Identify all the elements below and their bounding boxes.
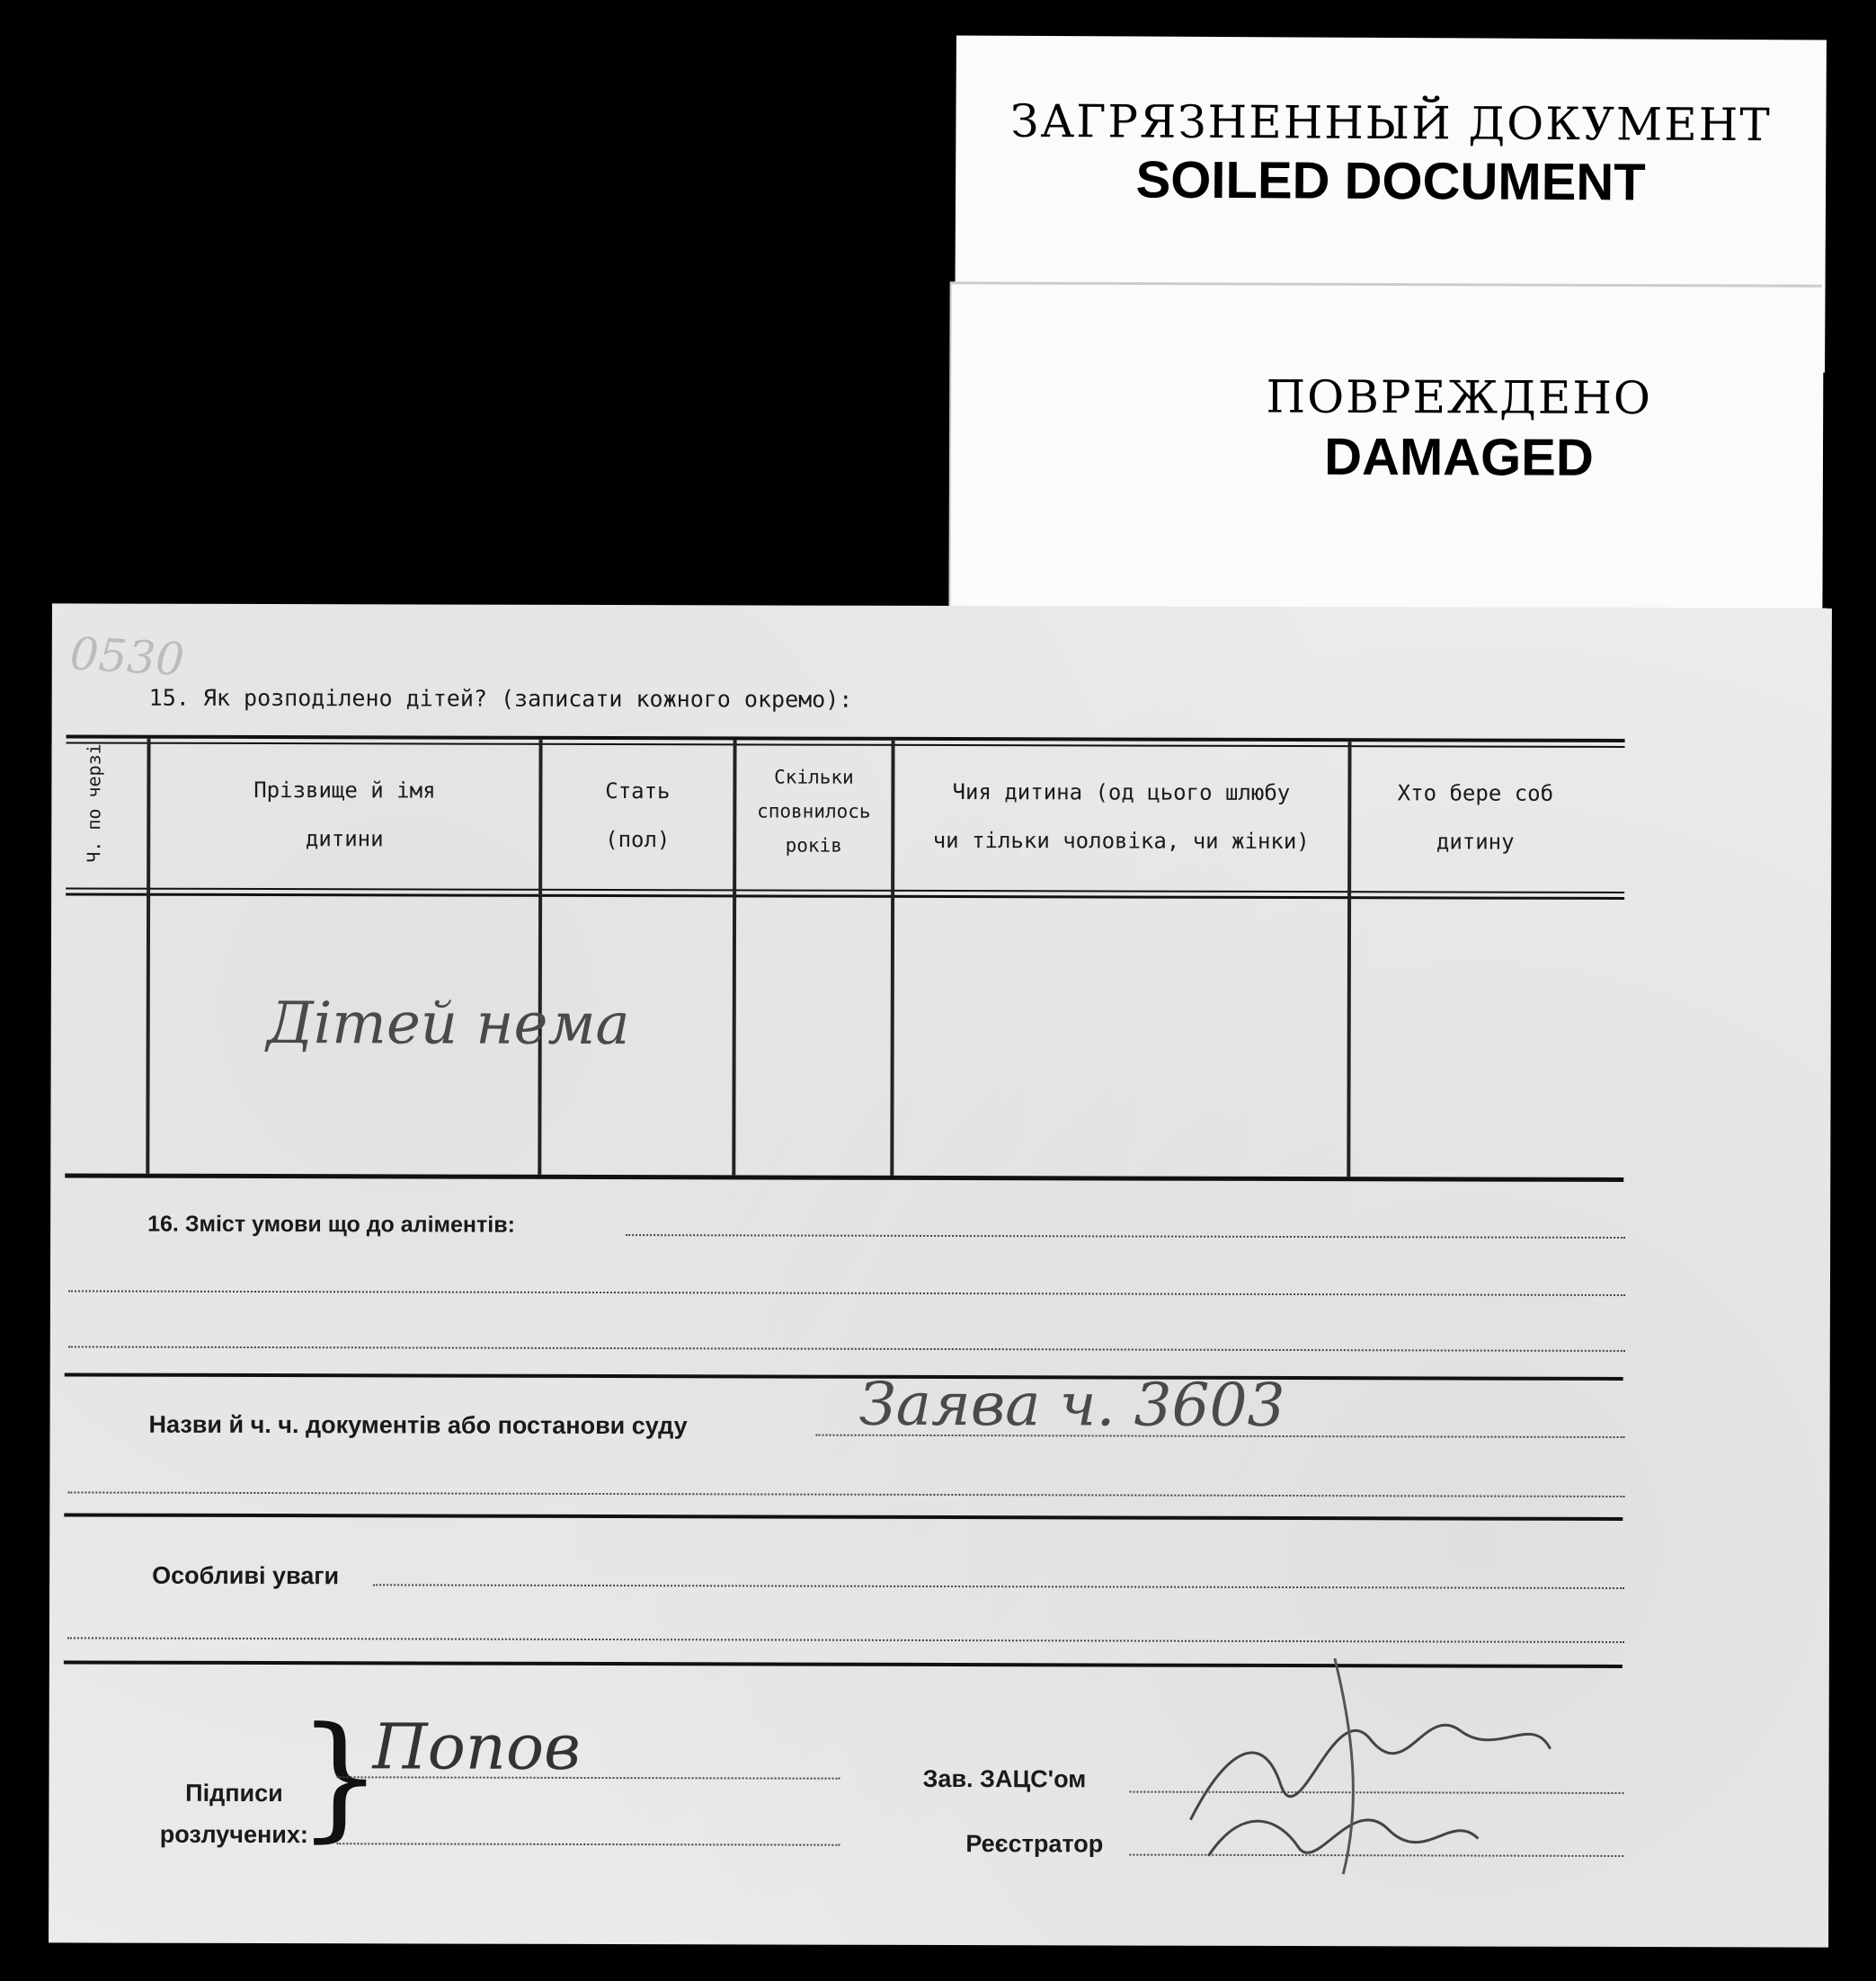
head-label: Зав. ЗАЦС'ом (922, 1764, 1087, 1793)
stamp-number: 0530 (68, 627, 186, 687)
table-header-rule-thick (66, 893, 1624, 900)
header-age-line-1: Скільки (774, 766, 854, 788)
table-top-rule-thin (67, 742, 1625, 748)
question-16-line (68, 1290, 1625, 1296)
header-sex-line-1: Стать (605, 778, 671, 804)
damaged-label-ru: ПОВРЕЖДЕНО (1266, 370, 1653, 425)
section-rule (65, 1372, 1623, 1381)
header-name-line-1: Прізвище й імя (253, 777, 436, 804)
table-top-rule (67, 734, 1625, 742)
header-sex (542, 767, 733, 865)
header-who-takes-line-2: дитину (1436, 829, 1515, 855)
header-whose-line-1: Чия дитина (од цього шлюбу (952, 779, 1291, 806)
header-age-line-3: років (785, 834, 842, 857)
documents-value: Заява ч. 3603 (858, 1369, 1285, 1441)
soiled-label-ru: ЗАГРЯЗНЕННЫЙ ДОКУМЕНТ (1010, 94, 1772, 152)
header-name (150, 766, 538, 864)
header-age (736, 760, 891, 862)
documents-line (67, 1491, 1624, 1497)
header-name-line-2: дитини (305, 826, 384, 852)
official-signatures (1154, 1640, 1578, 1893)
question-16-line (68, 1346, 1625, 1352)
header-who-takes (1351, 768, 1599, 866)
header-whose-line-2: чи тільки чоловіка, чи жінки) (932, 827, 1310, 855)
header-whose-child (894, 768, 1347, 866)
table-header-rule (66, 887, 1624, 893)
signatures-brace: } (297, 1699, 384, 1856)
signatures-label-line-1: Підписи (185, 1779, 283, 1808)
damaged-document-label (950, 284, 1823, 628)
header-age-line-2: сповнилось (757, 800, 871, 822)
handwritten-children-entry: Дітей нема (266, 990, 630, 1059)
question-16: 16. Зміст умови що до аліментів: (147, 1211, 515, 1238)
question-15: 15. Як розподілено дітей? (записати кожного окремо): (148, 684, 853, 713)
damaged-label-en: DAMAGED (1324, 427, 1594, 487)
special-notes-label: Особливі уваги (152, 1561, 340, 1590)
header-who-takes-line-1: Хто бере соб (1397, 780, 1554, 806)
question-16-line (626, 1234, 1625, 1239)
section-rule (64, 1513, 1623, 1521)
divorce-record-form (49, 603, 1832, 1947)
registrar-label: Реєстратор (965, 1830, 1104, 1858)
header-sex-line-2: (пол) (605, 827, 671, 853)
signature-divorced: Попов (372, 1710, 581, 1784)
signature-line-2 (336, 1843, 840, 1845)
header-number: Ч. по черзі (83, 743, 105, 863)
table-bottom-rule (65, 1173, 1623, 1182)
soiled-label-en: SOILED DOCUMENT (1135, 150, 1646, 212)
documents-label: Назви й ч. ч. документів або постанови суду (148, 1410, 688, 1440)
special-notes-line (373, 1584, 1624, 1589)
signatures-label-line-2: розлучених: (159, 1820, 308, 1849)
